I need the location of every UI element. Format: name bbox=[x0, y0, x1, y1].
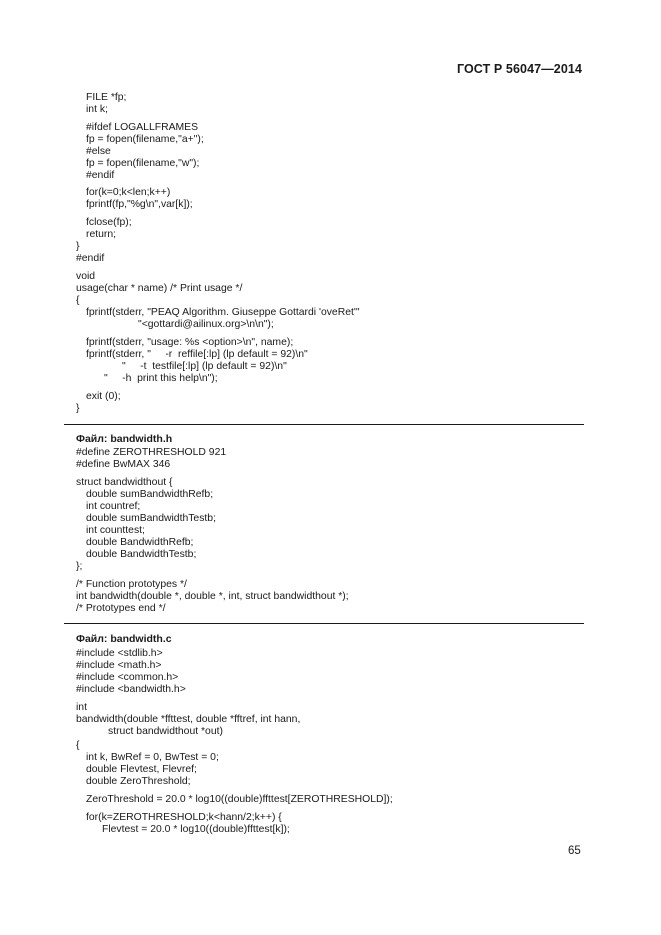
code-line: { bbox=[76, 295, 80, 306]
code-line: fprintf(stderr, "usage: %s <option>\n", name); bbox=[86, 337, 294, 348]
code-line: #ifdef LOGALLFRAMES bbox=[86, 122, 199, 133]
code-line: /* Prototypes end */ bbox=[76, 603, 166, 614]
code-line: fprintf(stderr, " -r reffile[:lp] (lp default = 92)\n" bbox=[86, 349, 308, 360]
code-line: int bandwidth(double *, double *, int, struct bandwidthout *); bbox=[76, 591, 349, 602]
code-line: int k, BwRef = 0, BwTest = 0; bbox=[86, 752, 219, 763]
code-line: FILE *fp; bbox=[86, 92, 127, 103]
code-line: fp = fopen(filename,"w"); bbox=[86, 158, 200, 169]
code-line: /* Function prototypes */ bbox=[76, 579, 187, 590]
code-line: #endif bbox=[76, 253, 105, 264]
code-line: } bbox=[76, 403, 80, 414]
code-line: void bbox=[76, 271, 96, 282]
code-line: struct bandwidthout *out) bbox=[108, 726, 223, 737]
code-line: int counttest; bbox=[86, 525, 145, 536]
code-line: #include <math.h> bbox=[76, 660, 162, 671]
code-line: #include <common.h> bbox=[76, 672, 179, 683]
code-line: double sumBandwidthTestb; bbox=[86, 513, 216, 524]
code-line: double BandwidthTestb; bbox=[86, 549, 197, 560]
section-divider bbox=[64, 424, 584, 425]
standard-header: ГОСТ Р 56047—2014 bbox=[456, 62, 582, 76]
code-line: int countref; bbox=[86, 501, 141, 512]
code-line: usage(char * name) /* Print usage */ bbox=[76, 283, 243, 294]
code-line: #else bbox=[86, 146, 111, 157]
code-line: double BandwidthRefb; bbox=[86, 537, 194, 548]
code-line: exit (0); bbox=[86, 391, 121, 402]
code-line: int bbox=[76, 702, 87, 713]
code-line: int k; bbox=[86, 104, 108, 115]
code-line: fp = fopen(filename,"a+"); bbox=[86, 134, 204, 145]
code-line: #endif bbox=[86, 170, 115, 181]
code-line: fprintf(stderr, "PEAQ Algorithm. Giuseppe Gottardi 'oveRet'" bbox=[86, 307, 360, 318]
code-line: } bbox=[76, 241, 80, 252]
code-line: " -h print this help\n"); bbox=[104, 373, 218, 384]
code-line: fclose(fp); bbox=[86, 217, 132, 228]
file-title-bandwidth-h: Файл: bandwidth.h bbox=[76, 433, 173, 445]
code-line: fprintf(fp,"%g\n",var[k]); bbox=[86, 199, 193, 210]
code-line: double sumBandwidthRefb; bbox=[86, 489, 214, 500]
section-divider bbox=[64, 623, 584, 624]
code-line: ZeroThreshold = 20.0 * log10((double)ffttest[ZEROTHRESHOLD]); bbox=[86, 794, 393, 805]
code-line: double Flevtest, Flevref; bbox=[86, 764, 197, 775]
code-line: for(k=ZEROTHRESHOLD;k<hann/2;k++) { bbox=[86, 812, 282, 823]
code-line: struct bandwidthout { bbox=[76, 477, 173, 488]
file-title-bandwidth-c: Файл: bandwidth.c bbox=[76, 633, 172, 645]
code-line: for(k=0;k<len;k++) bbox=[86, 187, 171, 198]
code-line: bandwidth(double *ffttest, double *fftref, int hann, bbox=[76, 714, 301, 725]
code-line: }; bbox=[76, 561, 83, 572]
code-line: #include <bandwidth.h> bbox=[76, 684, 186, 695]
code-line: double ZeroThreshold; bbox=[86, 776, 191, 787]
code-line: Flevtest = 20.0 * log10((double)ffttest[k]); bbox=[102, 824, 290, 835]
code-line: #define BwMAX 346 bbox=[76, 459, 171, 470]
code-line: #include <stdlib.h> bbox=[76, 648, 163, 659]
code-line: return; bbox=[86, 229, 117, 240]
page-number: 65 bbox=[568, 845, 581, 857]
code-line: " -t testfile[:lp] (lp default = 92)\n" bbox=[122, 361, 287, 372]
code-line: #define ZEROTHRESHOLD 921 bbox=[76, 447, 227, 458]
code-line: "<gottardi@ailinux.org>\n\n"); bbox=[138, 319, 274, 330]
code-line: { bbox=[76, 740, 80, 751]
